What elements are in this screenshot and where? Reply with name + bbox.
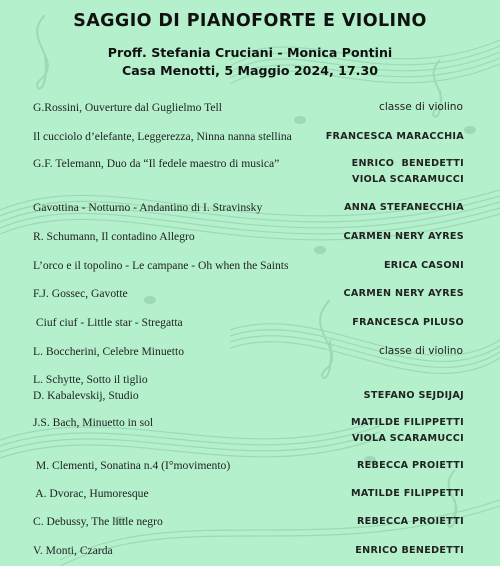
performer-name: CARMEN NERY AYRES (343, 288, 464, 299)
piece-title (33, 372, 148, 404)
piece-line: A. Dvorac, Humoresque (33, 487, 149, 500)
piece-title (33, 543, 113, 559)
performer-name: FRANCESCA MARACCHIA (325, 131, 464, 142)
piece-line: D. Kabalevskij, Studio (33, 389, 139, 402)
performer-names (351, 415, 464, 446)
piece-title (33, 100, 222, 116)
performer-name: ERICA CASONI (383, 260, 464, 271)
piece-title (33, 286, 128, 302)
venue-date-line: Casa Menotti, 5 Maggio 2024, 17.30 (122, 63, 378, 78)
performer-names (357, 514, 464, 530)
performer-name: CARMEN NERY AYRES (343, 231, 464, 242)
teachers-line: Proff. Stefania Cruciani - Monica Pontini (107, 45, 393, 60)
performer-names (351, 486, 464, 502)
piece-line: L. Schytte, Sotto il tiglio (33, 373, 148, 386)
piece-line: V. Monti, Czarda (33, 544, 113, 557)
piece-title (33, 229, 195, 245)
performer-names (379, 344, 463, 360)
performer-name: VIOLA SCARAMUCCI (351, 432, 464, 444)
piece-title (33, 315, 183, 331)
piece-line: Il cucciolo d’elefante, Leggerezza, Ninna nanna stellina (33, 130, 292, 143)
piece-line: L’orco e il topolino - Le campane - Oh when the Saints (33, 259, 289, 272)
performer-names (352, 315, 464, 331)
performer-names (355, 543, 464, 559)
piece-title (33, 486, 149, 502)
performer-name: MATILDE FILIPPETTI (350, 488, 464, 499)
performer-name: ENRICO BENEDETTI (355, 545, 464, 556)
performer-name: ANNA STEFANECCHIA (344, 202, 464, 213)
performer-names (352, 156, 464, 187)
performer-names (344, 200, 464, 216)
piece-title (33, 156, 279, 172)
performer-name: FRANCESCA PILUSO (352, 317, 464, 328)
performer-name: classe di violino (379, 345, 463, 357)
piece-line: C. Debussy, The little negro (33, 515, 163, 528)
performer-name: REBECCA PROIETTI (356, 460, 464, 471)
piece-title (33, 129, 292, 145)
performer-name: STEFANO SEJDIJAJ (363, 390, 464, 401)
piece-line: F.J. Gossec, Gavotte (33, 287, 128, 300)
performer-names (379, 100, 463, 116)
piece-title (33, 344, 184, 360)
performer-names (344, 286, 464, 302)
piece-title (33, 200, 262, 216)
piece-line: G.F. Telemann, Duo da “Il fedele maestro di musica” (33, 157, 280, 170)
piece-title (33, 458, 230, 474)
page-title: SAGGIO DI PIANOFORTE E VIOLINO (73, 11, 427, 31)
performer-names (344, 229, 464, 245)
piece-line: L. Boccherini, Celebre Minuetto (33, 345, 184, 358)
piece-title (33, 258, 289, 274)
performer-name: REBECCA PROIETTI (356, 516, 464, 527)
performer-name: VIOLA SCARAMUCCI (351, 173, 464, 185)
piece-line: G.Rossini, Ouverture dal Guglielmo Tell (33, 101, 222, 114)
piece-line: Gavottina - Notturno - Andantino di I. Stravinsky (33, 201, 263, 214)
performer-name: MATILDE FILIPPETTI (350, 417, 464, 428)
piece-line: M. Clementi, Sonatina n.4 (I°movimento) (33, 459, 231, 472)
piece-line: J.S. Bach, Minuetto in sol (33, 416, 154, 429)
performer-name: classe di violino (379, 101, 463, 113)
performer-names (364, 388, 464, 404)
piece-line: R. Schumann, Il contadino Allegro (33, 230, 195, 243)
piece-title (33, 415, 153, 431)
performer-name: ENRICO BENEDETTI (351, 158, 464, 169)
piece-line: Ciuf ciuf - Little star - Stregatta (33, 316, 183, 329)
performer-names (384, 258, 464, 274)
performer-names (357, 458, 464, 474)
performer-names (326, 129, 464, 145)
piece-title (33, 514, 163, 530)
